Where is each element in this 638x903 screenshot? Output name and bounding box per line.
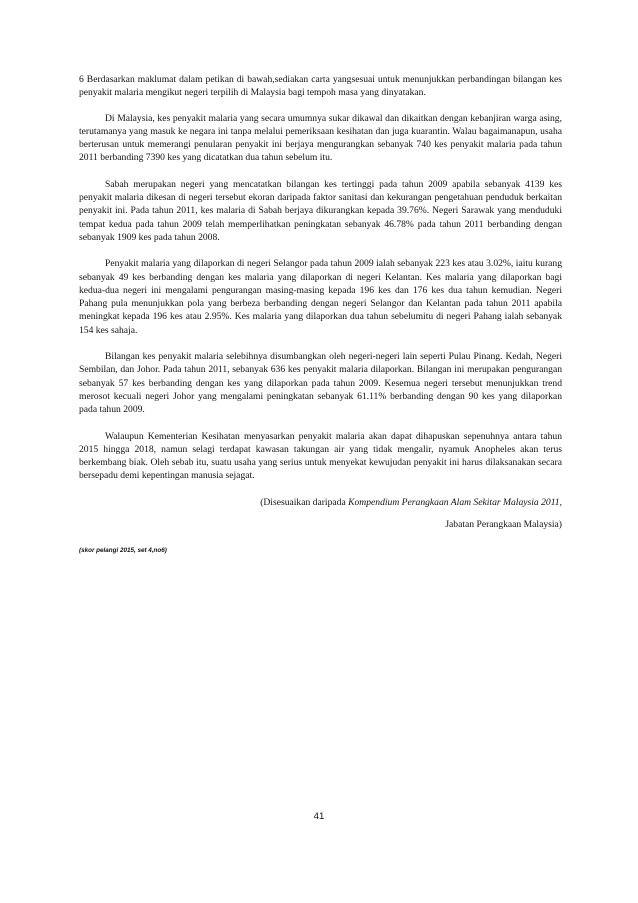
- paragraph-3: Penyakit malaria yang dilaporkan di negeri Selangor pada tahun 2009 ialah sebanyak 223 kes atau 3.02%, iaitu kurang sebanyak 49 kes berbanding dengan kes malaria yang dilaporkan di negeri Kelantan. Kes malaria yang dilaporkan bagi kedua-dua negeri ini mengalami pengurangan masing-masing kepada 196 kes dan 176 kes dua tahun kemudian. Negeri Pahang pula menunjukkan pola yang berbeza berbanding dengan negeri Selangor dan Kelantan pada tahun 2011 apabila meningkat kepada 196 kes atau 2.95%. Kes malaria yang dilaporkan dua tahun sebelumitu di negeri Pahang ialah sebanyak 154 kes sahaja.: [79, 258, 562, 336]
- document-body: [79, 73, 562, 558]
- source-citation: [79, 496, 562, 509]
- page-number: 41: [313, 811, 325, 822]
- source-publisher: Jabatan Perangkaan Malaysia): [445, 519, 562, 531]
- reference-note: (skor pelangi 2015, set 4,no6): [79, 547, 167, 555]
- paragraph-5: Walaupun Kementerian Kesihatan menyasarkan penyakit malaria akan dapat dihapuskan sepenuhnya antara tahun 2015 hingga 2018, namun selagi terdapat kawasan takungan air yang tidak mengalir, nyamuk Anopheles akan terus berkembang biak. Oleh sebab itu, suatu usaha yang serius untuk menyekat kewujudan penyakit ini harus dilaksanakan secara bersepadu demi kepentingan manusia sejagat.: [79, 430, 562, 482]
- paragraph-4: Bilangan kes penyakit malaria selebihnya disumbangkan oleh negeri-negeri lain seperti Pulau Pinang. Kedah, Negeri Sembilan, dan Johor. Pada tahun 2011, sebanyak 636 kes penyakit malaria dilaporkan. Bilangan ini merupakan pengurangan sebanyak 57 kes berbanding dengan kes yang dilaporkan pada tahun 2009. Kesemua negeri tersebut menunjukkan trend merosot kecuali negeri Johor yang mengalami peningkatan sebanyak 61.11% berbanding dengan 90 kes yang dilaporkan pada tahun 2009.: [79, 351, 562, 416]
- source-prefix: (Disesuaikan daripada: [260, 496, 349, 508]
- source-title: Kompendium Perangkaan Alam Sekitar Malaysia 2011,: [348, 496, 562, 508]
- paragraph-2: Sabah merupakan negeri yang mencatatkan bilangan kes tertinggi pada tahun 2009 apabila sebanyak 4139 kes penyakit malaria dikesan di negeri tersebut ekoran daripada faktor sanitasi dan kekurangan pengetahuan penduduk berkaitan penyakit ini. Pada tahun 2011, kes malaria di Sabah berjaya dikurangkan kepada 39.76%. Negeri Sarawak yang menduduki tempat kedua pada tahun 2009 telah memperlihatkan peningkatan sebanyak 46.78% pada tahun 2011 berbanding dengan sebanyak 1909 kes pada tahun 2008.: [79, 178, 562, 243]
- paragraph-1: Di Malaysia, kes penyakit malaria yang secara umumnya sukar dikawal dan dikaitkan dengan kebanjiran warga asing, terutamanya yang masuk ke negara ini tanpa melalui pemeriksaan kesihatan dan juga kuarantin. Walau bagaimanapun, usaha berterusan untuk memerangi penularan penyakit ini berjaya mengurangkan sebanyak 740 kes penyakit malaria pada tahun 2011 berbanding 7390 kes yang dicatatkan dua tahun sebelum itu.: [79, 112, 562, 164]
- question-text: 6 Berdasarkan maklumat dalam petikan di bawah,sediakan carta yangsesuai untuk menunjukkan perbandingan bilangan kes penyakit malaria mengikut negeri terpilih di Malaysia bagi tempoh masa yang dinyatakan.: [79, 74, 562, 99]
